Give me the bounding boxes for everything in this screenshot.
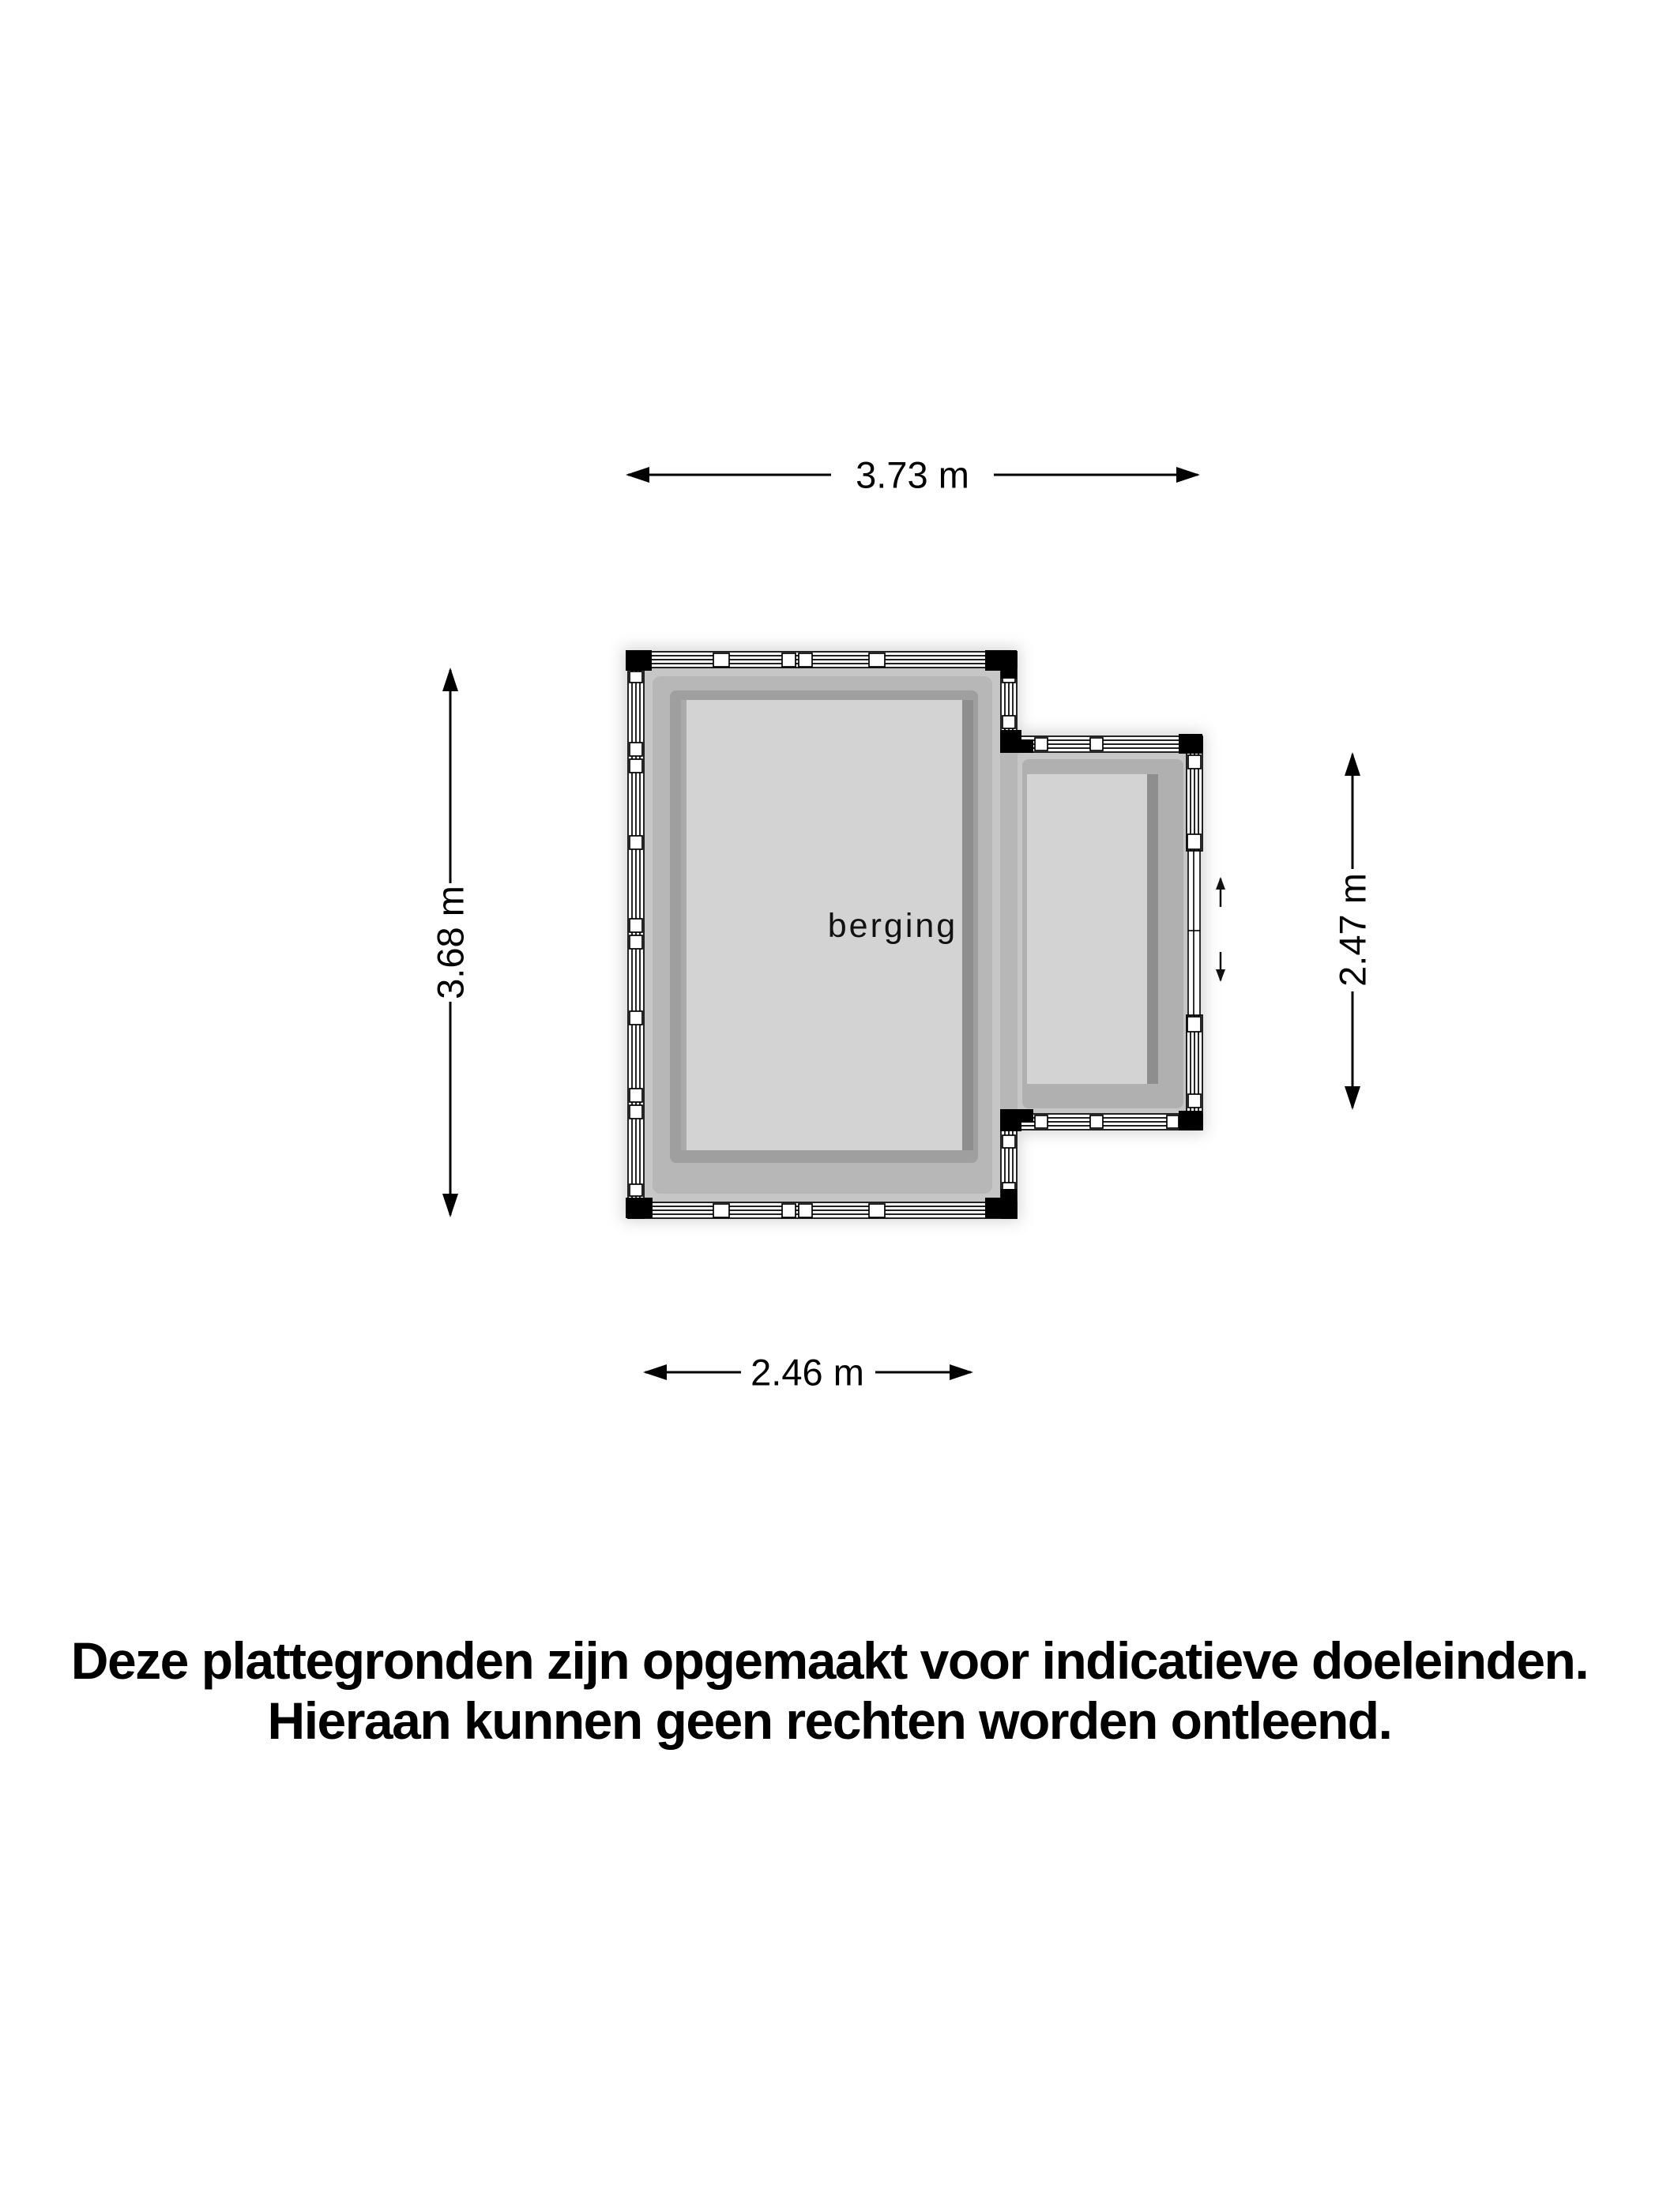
room-label: berging [827, 907, 958, 945]
dimension-top-label: 3.73 m [856, 453, 969, 496]
dimension-right-label: 2.47 m [1331, 873, 1374, 987]
dimension-bottom-label: 2.46 m [750, 1351, 864, 1394]
disclaimer-line-2: Hieraan kunnen geen rechten worden ontleend. [267, 1691, 1392, 1750]
sliding-door [1188, 851, 1200, 1015]
floor-extension [1027, 774, 1158, 1084]
room-extension [1018, 753, 1188, 1115]
dimension-left-label: 3.68 m [429, 886, 472, 999]
disclaimer-line-1: Deze plattegronden zijn opgemaakt voor indicatieve doeleinden. [70, 1631, 1589, 1690]
disclaimer-text [0, 1631, 1659, 1751]
